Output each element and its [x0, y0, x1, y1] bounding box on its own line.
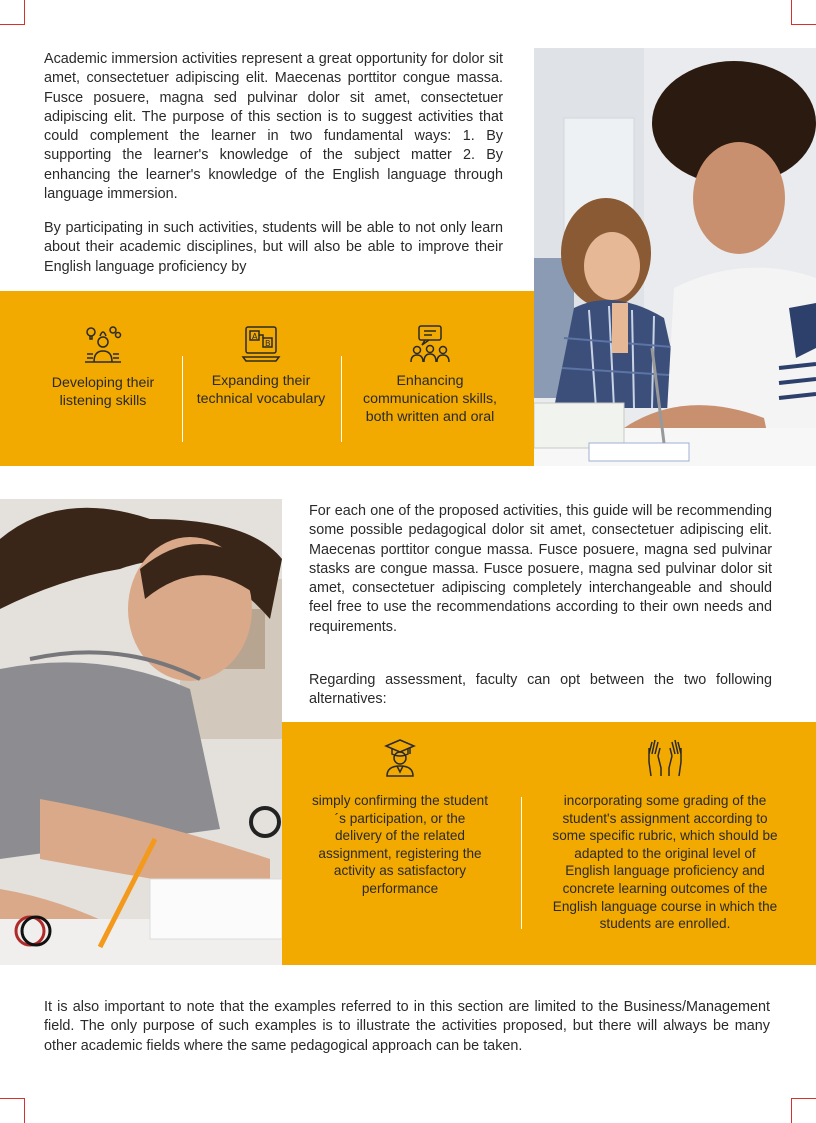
skills-divider	[182, 356, 183, 442]
svg-text:B: B	[265, 339, 271, 348]
student-studying-photo	[0, 499, 282, 965]
skill-label: Developing their listening skills	[51, 375, 155, 409]
alternative-text: incorporating some grading of the student's assignment according to some specific rubric, which should be adapted to the original level of English language proficiency and concrete learning outcomes of the English language course in which the students are enrolled.	[552, 793, 778, 932]
skill-item-vocabulary	[188, 324, 334, 408]
crop-mark-top-left	[0, 0, 25, 25]
skill-label: Enhancing communication skills, both written and oral	[362, 373, 498, 425]
crop-mark-top-right	[791, 0, 816, 25]
raised-hands-icon	[645, 738, 685, 778]
intro-paragraph-2: By participating in such activities, students will be able to not only learn about their academic disciplines, but will also be able to improve their English language proficiency by	[44, 220, 503, 275]
closing-paragraph: It is also important to note that the examples referred to in this section are limited to the Business/Management field. The only purpose of such examples is to illustrate the activities proposed, but there will always be many other academic fields where the same pedagogical approach can be taken.	[44, 999, 770, 1054]
svg-text:A: A	[252, 332, 258, 341]
graduate-icon	[382, 738, 418, 778]
skill-item-listening	[30, 324, 176, 410]
intro-paragraph-1: Academic immersion activities represent a great opportunity for dolor sit amet, consectetuer adipiscing elit. Maecenas porttitor congue massa. Fusce posuere, magna sed pulvinar dolor sit amet, consectetuer adipiscing elit. The purpose of this section is to suggest activities that could complement the learner in two fundamental ways: 1. By supporting the learner's knowledge of the subject matter 2. By enhancing the learner's knowledge of the English language through language immersion.	[44, 51, 503, 203]
alternatives-divider	[521, 797, 522, 929]
skill-item-communication	[352, 324, 508, 426]
crop-mark-bottom-right	[791, 1098, 816, 1123]
skill-label: Expanding their technical vocabulary	[196, 373, 326, 407]
lightbulb-person-gears-icon	[83, 324, 123, 366]
students-writing-photo	[534, 48, 816, 466]
guide-paragraph-2: Regarding assessment, faculty can opt between the two following alternatives:	[309, 672, 772, 708]
guide-paragraph-1: For each one of the proposed activities, this guide will be recommending some possible pedagogical dolor sit amet, consectetuer adipiscing elit. Maecenas porttitor congue massa. Fusce posuere, magna sed pulvinar stasks are congue massa. Fusce posuere, magna sed pulvinar dolor sit amet, consectetuer adipiscing completely interchangeable and should feel free to use the recommendations according to their own needs and requirements.	[309, 503, 772, 635]
skills-divider	[341, 356, 342, 442]
alternative-item-confirm	[310, 738, 490, 898]
alternative-item-grading	[552, 738, 778, 933]
crop-mark-bottom-left	[0, 1098, 25, 1123]
group-chat-icon	[409, 324, 451, 364]
laptop-ab-icon	[241, 324, 281, 364]
alternative-text: simply confirming the student´s participation, or the delivery of the related assignment, registering the activity as satisfactory performance	[311, 793, 489, 896]
